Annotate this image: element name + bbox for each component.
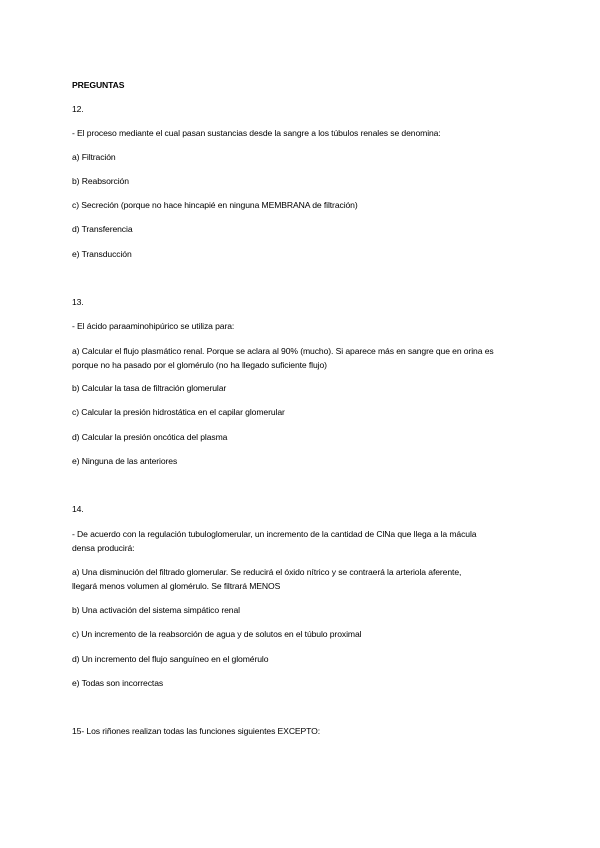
question-14-option-c: c) Un incremento de la reabsorción de agua y de solutos en el túbulo proximal (72, 629, 362, 639)
question-14-option-b: b) Una activación del sistema simpático renal (72, 605, 240, 615)
question-13-option-c: c) Calcular la presión hidrostática en el capilar glomerular (72, 407, 285, 417)
question-12-option-b: b) Reabsorción (72, 176, 129, 186)
question-14-stem-line2: densa producirá: (72, 543, 135, 553)
question-12-option-c: c) Secreción (porque no hace hincapié en ninguna MEMBRANA de filtración) (72, 200, 358, 210)
question-12-stem: - El proceso mediante el cual pasan sustancias desde la sangre a los túbulos renales se denomina: (72, 128, 441, 138)
question-14-option-a-line2: llegará menos volumen al glomérulo. Se filtrará MENOS (72, 581, 281, 591)
page-heading: PREGUNTAS (72, 80, 125, 90)
question-14-number: 14. (72, 504, 84, 514)
question-14-stem-line1: - De acuerdo con la regulación tubuloglomerular, un incremento de la cantidad de ClNa que llega a la mácula (72, 529, 477, 539)
question-13-option-e: e) Ninguna de las anteriores (72, 456, 178, 466)
question-13-option-b: b) Calcular la tasa de filtración glomerular (72, 383, 227, 393)
question-12-option-d: d) Transferencia (72, 224, 133, 234)
question-12-number: 12. (72, 104, 84, 114)
question-15-stem: 15- Los riñones realizan todas las funciones siguientes EXCEPTO: (72, 726, 321, 736)
question-13-option-a-line1: a) Calcular el flujo plasmático renal. Porque se aclara al 90% (mucho). Si aparece más en sangre que en orina es (72, 346, 494, 356)
question-14-option-e: e) Todas son incorrectas (72, 678, 164, 688)
question-12-option-a: a) Filtración (72, 152, 116, 162)
question-14-option-a-line1: a) Una disminución del filtrado glomerular. Se reducirá el óxido nítrico y se contraerá la arteriola aferente, (72, 567, 462, 577)
question-13-number: 13. (72, 297, 84, 307)
question-13-option-d: d) Calcular la presión oncótica del plasma (72, 432, 228, 442)
question-13-stem: - El ácido paraaminohipúrico se utiliza para: (72, 321, 235, 331)
question-13-option-a-line2: porque no ha pasado por el glomérulo (no ha llegado suficiente flujo) (72, 360, 327, 370)
question-14-option-d: d) Un incremento del flujo sanguíneo en el glomérulo (72, 654, 269, 664)
question-12-option-e: e) Transducción (72, 249, 132, 259)
